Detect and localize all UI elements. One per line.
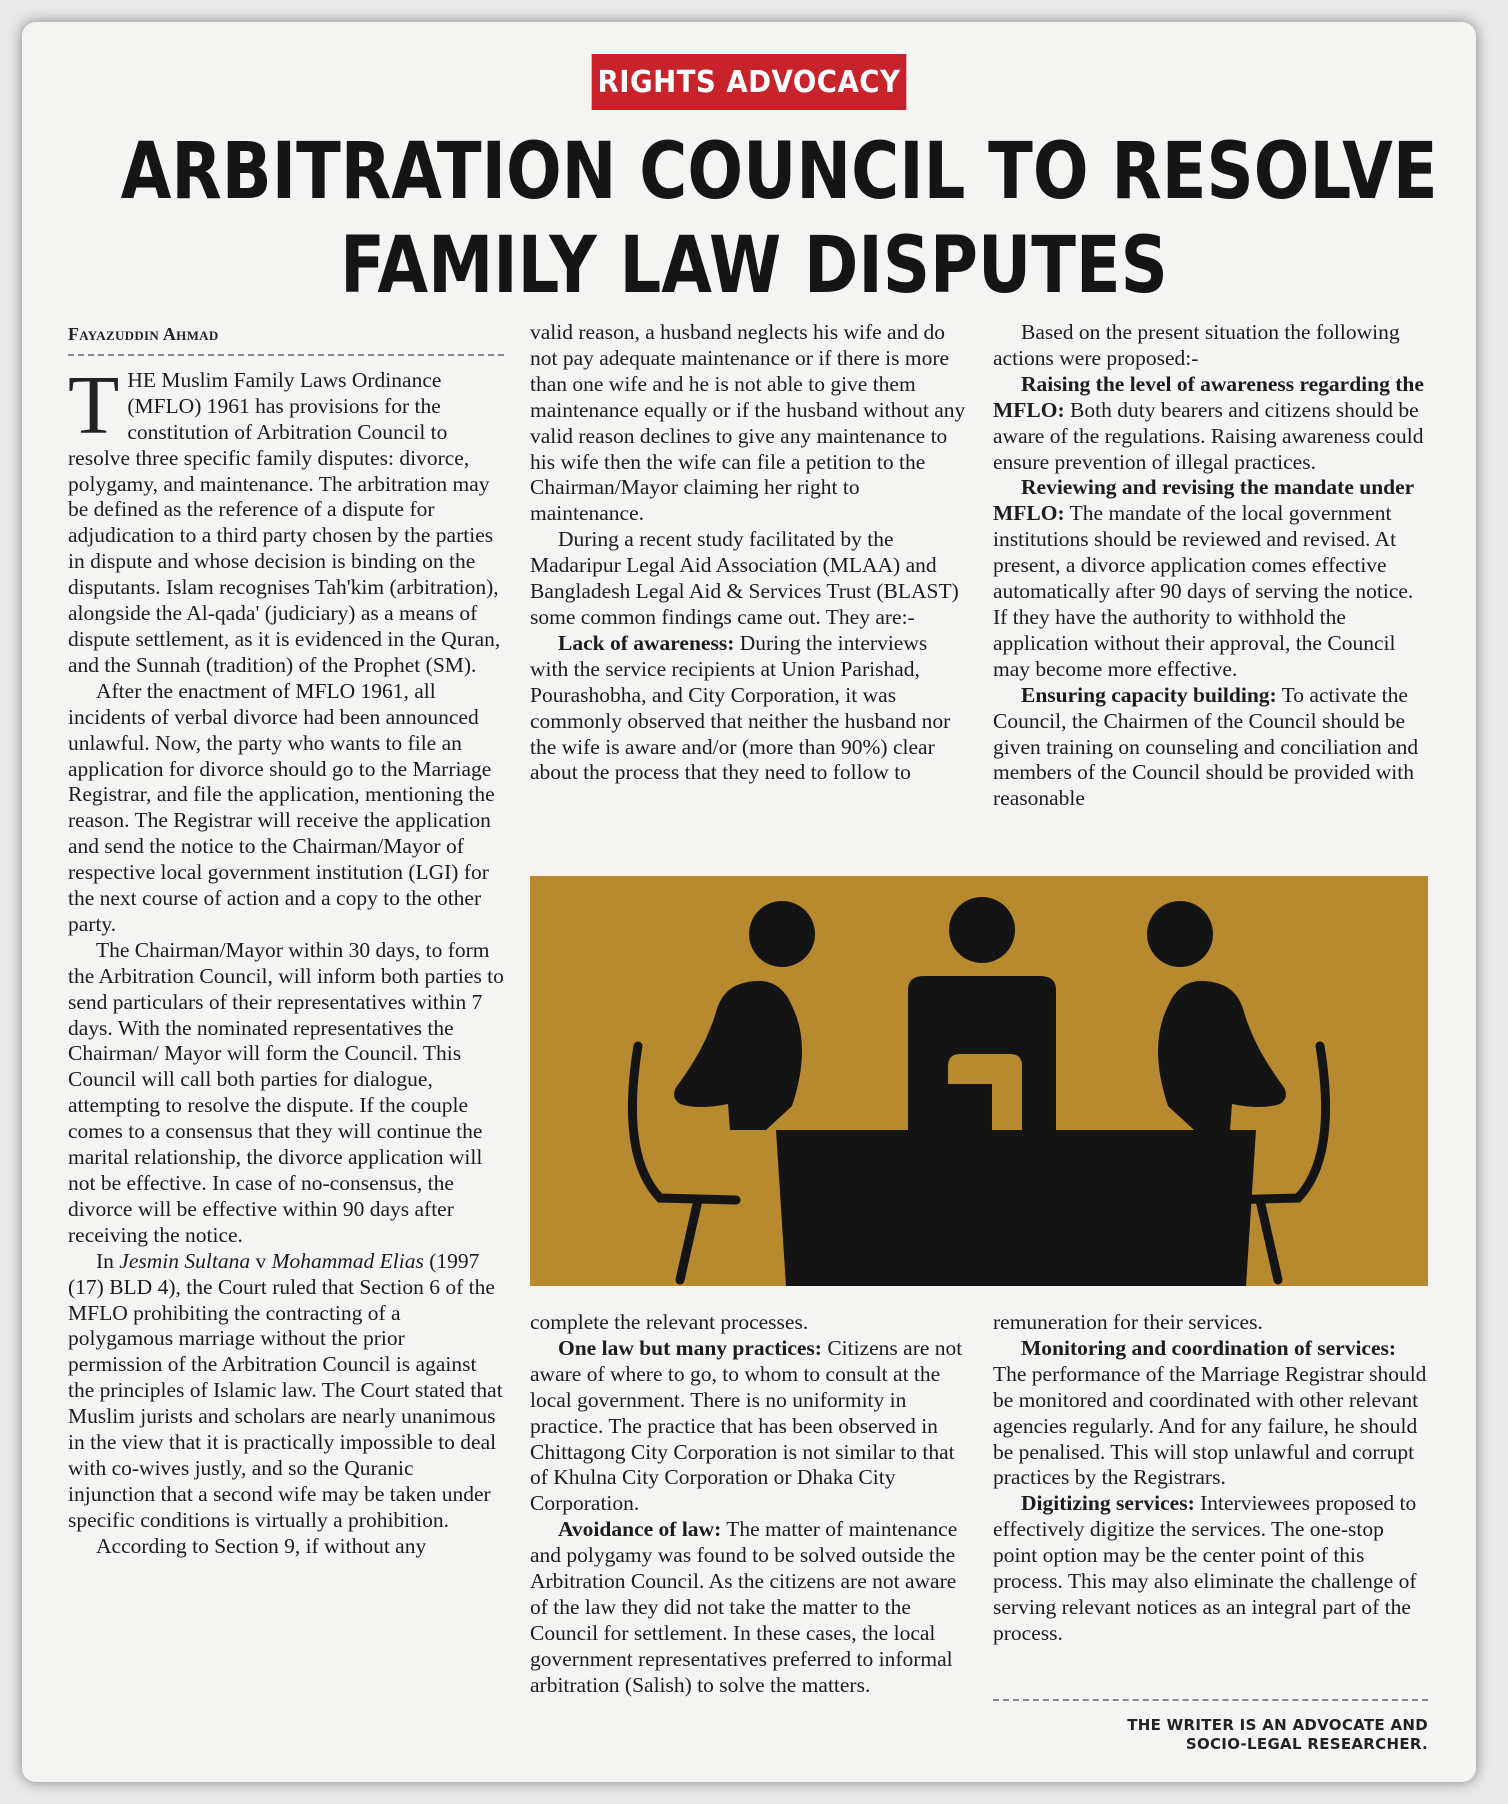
paragraph: remuneration for their services. [993,1310,1263,1334]
subhead: One law but many practices: [558,1335,822,1360]
paragraph [993,372,1429,476]
section-kicker: RIGHTS ADVOCACY [592,54,907,110]
subhead: Avoidance of law: [558,1517,722,1542]
paragraph [993,683,1429,813]
writer-note-line-2: SOCIO-LEGAL RESEARCHER. [1185,1735,1428,1753]
paragraph [68,1249,504,1534]
subhead: Monitoring and coordination of services: [1021,1335,1397,1360]
paragraph [530,1517,966,1698]
column-2-bottom [530,1310,966,1699]
column-2-top [530,320,966,786]
paragraph-text: The matter of maintenance and polygamy was found to be solved outside the Arbitration Council. As the citizens are not aware of the law they did not take the matter to the Council for settlement. In these cases, the local government representatives preferred to informal arbitration (Salish) to solve the matters. [530,1517,958,1697]
writer-note-line-1: THE WRITER IS AN ADVOCATE AND [1127,1716,1428,1734]
center-head [949,897,1015,963]
paragraph: valid reason, a husband neglects his wife and do not pay adequate maintenance or if there is more than one wife and he is not able to give them maintenance equally or if the husband without any valid reason declines to give any maintenance to his wife then the wife can file a petition to the Chairman/Mayor claiming her right to maintenance. [530,320,966,526]
subhead: Raising the level of awareness regarding the MFLO: [993,371,1424,422]
headline [0,125,1508,313]
drop-cap: T [68,358,120,452]
column-3-top [993,320,1429,812]
right-head [1147,901,1213,967]
paragraph [68,358,504,679]
paragraph-text: Both duty bearers and citizens should be aware of the regulations. Raising awareness could ensure prevention of illegal practices. [993,397,1424,474]
paragraph-text: (1997 (17) BLD 4), the Court ruled that Section 6 of the MFLO prohibiting the contracting of a polygamous marriage without the prior permission of the Arbitration Council is against the principles of Islamic law. The Court stated that Muslim jurists and scholars are nearly unanimous in the view that it is practically impossible to deal with co-wives justly, and so the Quranic injunction that a second wife may be taken under specific conditions is virtually a prohibition. [68,1248,503,1532]
subhead: Ensuring capacity building: [1021,682,1277,707]
paragraph-text: Interviewees proposed to effectively digitize the services. The one-stop point option may be the center point of this process. This may also eliminate the challenge of serving relevant notices as an integral part of the process. [993,1491,1417,1645]
paragraph [530,1336,966,1517]
footer-divider [993,1699,1428,1701]
paragraph-text: v [250,1248,272,1273]
paragraph [530,631,966,786]
paragraph-text: During the interviews with the service recipients at Union Parishad, Pourashobha, and City Corporation, it was commonly observed that neither the husband nor the wife is aware and/or (more than 90%) clear about the process that they need to follow to [530,630,951,785]
case-name: Jesmin Sultana [119,1248,251,1273]
paragraph-text: The performance of the Marriage Registrar should be monitored and coordinated with other relevant agencies regularly. And for any failure, he should be penalised. This will stop unlawful and corrupt practices by the Registrars. [993,1361,1427,1490]
headline-line-1: ARBITRATION COUNCIL TO RESOLVE [120,127,1438,217]
three-people-at-table-icon [530,876,1428,1286]
case-name: Mohammad Elias [271,1248,424,1273]
paragraph [993,1336,1429,1491]
table [776,1130,1256,1286]
paragraph-text: HE Muslim Family Laws Ordinance (MFLO) 1961 has provisions for the constitution of Arbitration Council to resolve three specific family disputes: divorce, polygamy, and maintenance. The arbitration may be defined as the reference of a dispute for adjudication to a third party chosen by the parties in dispute and whose decision is binding on the disputants. Islam recognises Tah'kim (arbitration), alongside the Al-qada' (judiciary) as a means of dispute settlement, as it is evidenced in the Quran, and the Sunnah (tradition) of the Prophet (SM). [68,367,501,677]
paragraph [993,475,1429,682]
paragraph: Based on the present situation the following actions were proposed:- [993,320,1400,370]
paragraph-text: Citizens are not aware of where to go, to whom to consult at the local government. There is no uniformity in practice. The practice that has been observed in Chittagong City Corporation is not similar to that of Khulna City Corporation or Dhaka City Corporation. [530,1335,963,1516]
paragraph: complete the relevant processes. [530,1310,809,1334]
subhead: Digitizing services: [1021,1491,1195,1516]
writer-note [993,1716,1428,1754]
paragraph: According to Section 9, if without any [96,1533,427,1558]
column-3-bottom [993,1310,1429,1647]
paragraph-text: In [96,1248,120,1273]
paragraph [993,1491,1429,1646]
center-body [908,976,1056,1130]
paragraph-text: To activate the Council, the Chairmen of the Council should be given training on counseling and conciliation and members of the Council should be provided with reasonable [993,682,1419,811]
paragraph-text: The mandate of the local government institutions should be reviewed and revised. At present, a divorce application comes effective automatically after 90 days of serving the notice. If they have the authority to withhold the application without their approval, the Council may become more effective. [993,501,1414,681]
paragraph: During a recent study facilitated by the Madaripur Legal Aid Association (MLAA) and Bangladesh Legal Aid & Services Trust (BLAST) some common findings came out. They are:- [530,527,959,629]
subhead: Lack of awareness: [558,630,735,655]
column-1 [68,322,504,1560]
headline-line-2: FAMILY LAW DISPUTES [340,221,1168,311]
paragraph: The Chairman/Mayor within 30 days, to form the Arbitration Council, will inform both parties to send particulars of their representatives within 7 days. With the nominated representatives the Chairman/ Mayor will form the Council. This Council will call both parties for dialogue, attempting to resolve the dispute. If the couple comes to a consensus that they will continue the marital relationship, the divorce application will not be effective. In case of no-consensus, the divorce will be effective within 90 days after receiving the notice. [68,937,504,1247]
paragraph: After the enactment of MFLO 1961, all incidents of verbal divorce had been announced unlawful. Now, the party who wants to file an application for divorce should go to the Marriage Registrar, and file the application, mentioning the reason. The Registrar will receive the application and send the notice to the Chairman/Mayor of respective local government institution (LGI) for the next course of action and a copy to the other party. [68,678,495,936]
subhead: Reviewing and revising the mandate under MFLO: [993,475,1414,526]
byline: Fayazuddin Ahmad [68,322,504,356]
left-head [749,901,815,967]
illustration [530,876,1428,1286]
